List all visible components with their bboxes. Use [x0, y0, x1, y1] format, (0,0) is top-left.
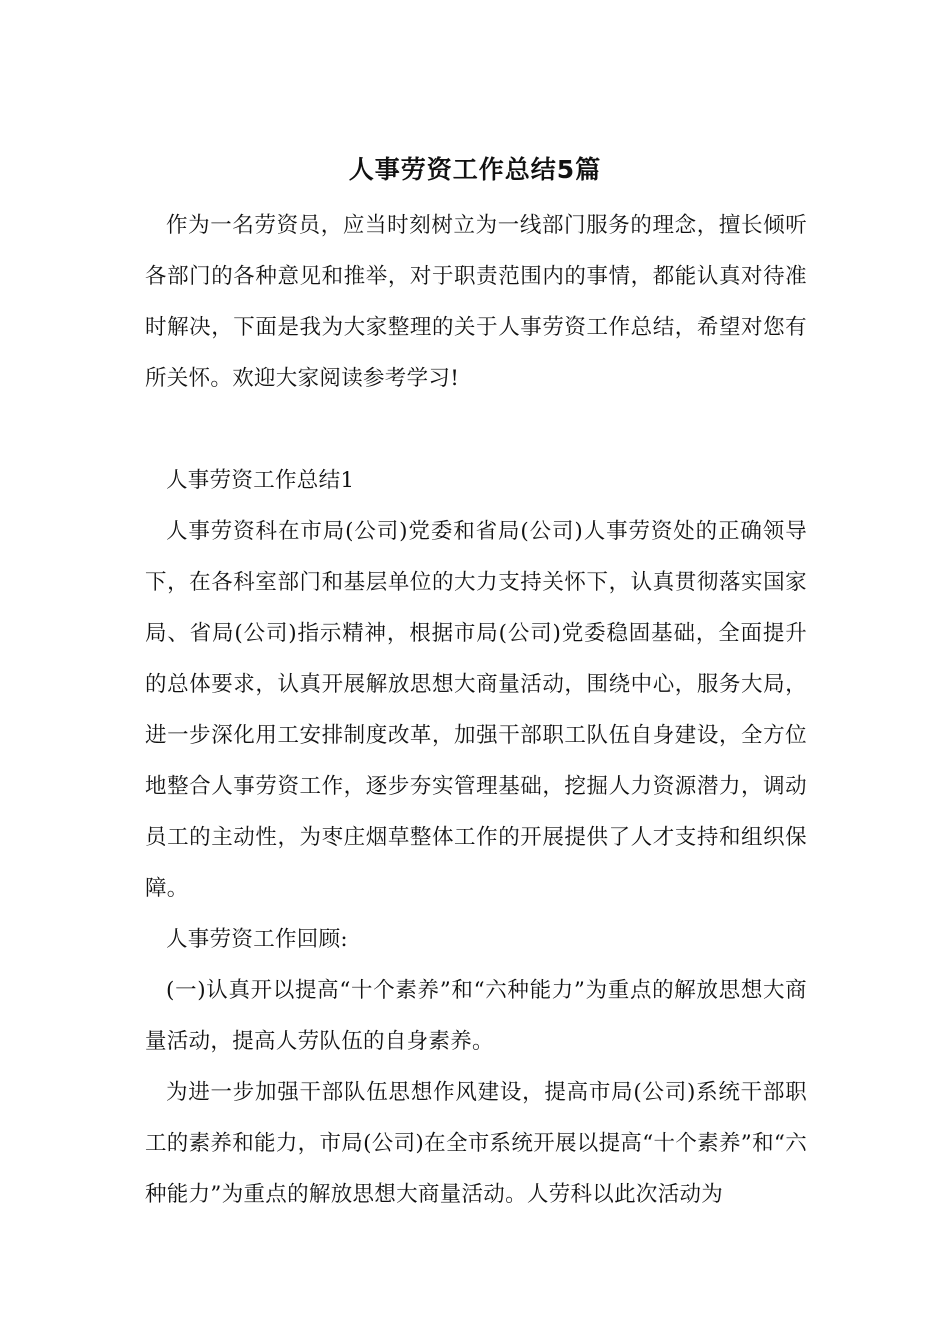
paragraph-gap	[145, 404, 807, 455]
section-heading: 人事劳资工作总结1	[166, 468, 355, 493]
intro-paragraph: 作为一名劳资员，应当时刻树立为一线部门服务的理念，擅长倾听各部门的各种意见和推举，对于职责范围内的事情，都能认真对待准时解决，下面是我为大家整理的关于人事劳资工作总结，希望对您有所关怀。欢迎大家阅读参考学习!	[145, 213, 807, 391]
section-paragraph: 人事劳资科在市局(公司)党委和省局(公司)人事劳资处的正确领导下，在各科室部门和基层单位的大力支持关怀下，认真贯彻落实国家局、省局(公司)指示精神，根据市局(公司)党委稳固基础，全面提升的总体要求，认真开展解放思想大商量活动，围绕中心，服务大局，进一步深化用工安排制度改革，加强干部职工队伍自身建设，全方位地整合人事劳资工作，逐步夯实管理基础，挖掘人力资源潜力，调动员工的主动性，为枣庄烟草整体工作的开展提供了人才支持和组织保障。	[145, 519, 807, 901]
document-title: 人事劳资工作总结5篇	[348, 155, 602, 184]
subsection-heading: 人事劳资工作回顾:	[166, 927, 348, 952]
document-body	[145, 200, 807, 1220]
item-paragraph: 为进一步加强干部队伍思想作风建设，提高市局(公司)系统干部职工的素养和能力，市局(公司)在全市系统开展以提高“十个素养”和“六种能力”为重点的解放思想大商量活动。人劳科以此次活动为	[145, 1080, 807, 1207]
item-heading: (一)认真开以提高“十个素养”和“六种能力”为重点的解放思想大商量活动，提高人劳队伍的自身素养。	[145, 978, 807, 1054]
